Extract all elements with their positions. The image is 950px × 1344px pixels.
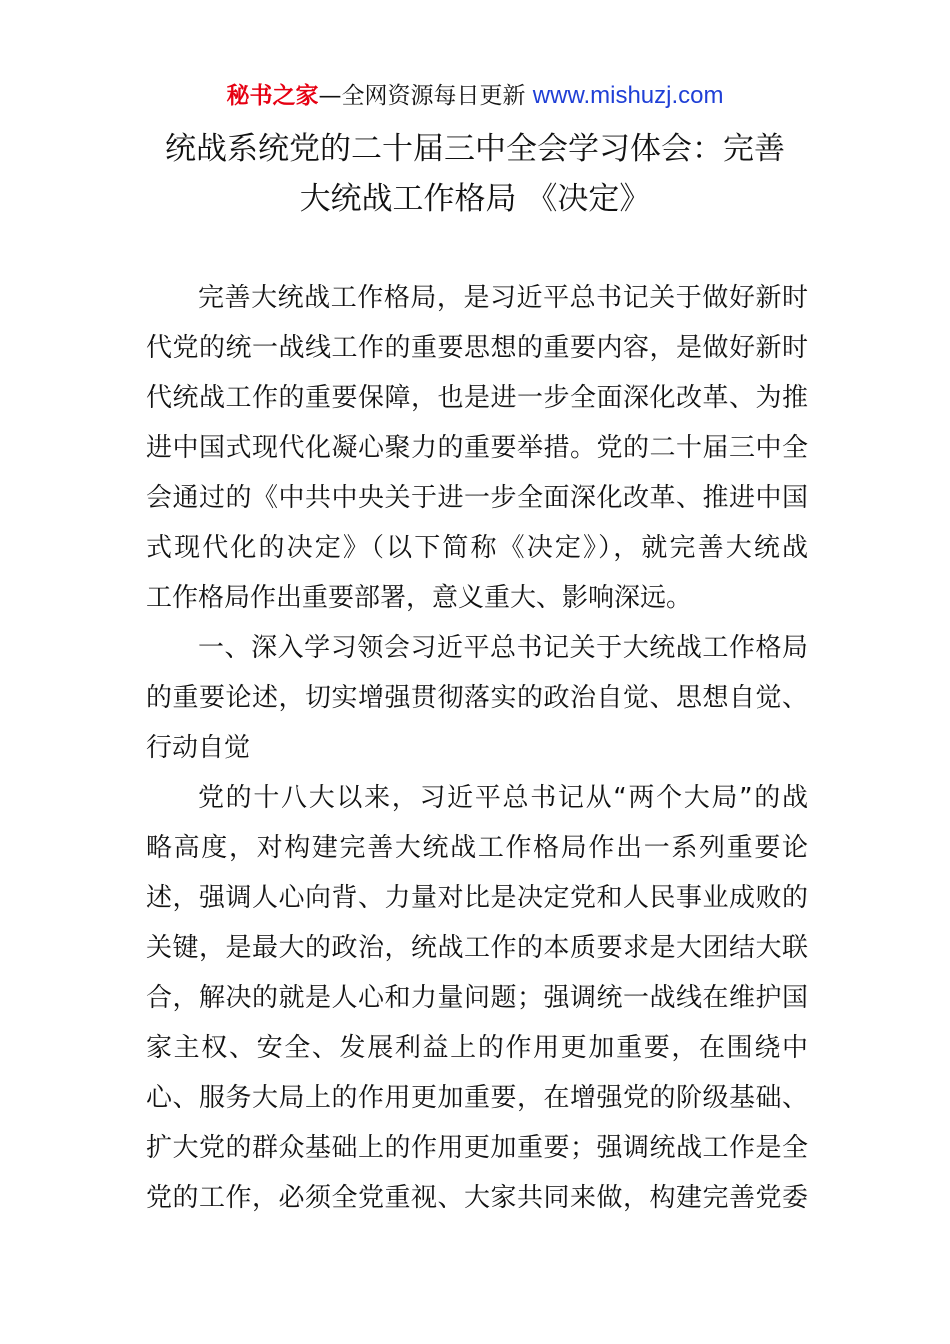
text-line: 略高度，对构建完善大统战工作格局作出一系列重要论 xyxy=(146,833,808,863)
text-line: 家主权、安全、发展利益上的作用更加重要，在围绕中 xyxy=(146,1033,808,1063)
text-line: 式现代化的决定》（以下简称《决定》），就完善大统战 xyxy=(146,533,808,563)
site-header xyxy=(0,80,950,112)
text-line: 工作格局作出重要部署，意义重大、影响深远。 xyxy=(146,583,693,613)
article-body xyxy=(146,273,808,1223)
text-line: 述，强调人心向背、力量对比是决定党和人民事业成败的 xyxy=(146,883,808,913)
text-line: 心、服务大局上的作用更加重要，在增强党的阶级基础、 xyxy=(146,1083,808,1113)
document-title xyxy=(120,124,830,224)
site-tagline: —全网资源每日更新 xyxy=(318,83,526,109)
text-line: 党的十八大以来，习近平总书记从“两个大局”的战 xyxy=(198,783,808,813)
title-line-2: 大统战工作格局 《决定》 xyxy=(299,181,651,217)
site-url-link[interactable]: www.mishuzj.com xyxy=(532,82,724,109)
section-heading-line: 的重要论述，切实增强贯彻落实的政治自觉、思想自觉、 xyxy=(146,683,808,713)
title-line-1: 统战系统党的二十届三中全会学习体会：完善 xyxy=(165,131,785,167)
text-line: 代统战工作的重要保障，也是进一步全面深化改革、为推 xyxy=(146,383,808,413)
text-line: 党的工作，必须全党重视、大家共同来做，构建完善党委 xyxy=(146,1183,808,1213)
text-line: 进中国式现代化凝心聚力的重要举措。党的二十届三中全 xyxy=(146,433,808,463)
section-heading-line: 一、深入学习领会习近平总书记关于大统战工作格局 xyxy=(198,633,808,663)
text-line: 完善大统战工作格局，是习近平总书记关于做好新时 xyxy=(198,283,808,313)
section-heading-line: 行动自觉 xyxy=(146,733,251,763)
text-line: 代党的统一战线工作的重要思想的重要内容，是做好新时 xyxy=(146,333,808,363)
text-line: 扩大党的群众基础上的作用更加重要；强调统战工作是全 xyxy=(146,1133,808,1163)
text-line: 会通过的《中共中央关于进一步全面深化改革、推进中国 xyxy=(146,483,808,513)
brand-name: 秘书之家 xyxy=(226,83,319,109)
text-line: 关键，是最大的政治，统战工作的本质要求是大团结大联 xyxy=(146,933,808,963)
text-line: 合，解决的就是人心和力量问题；强调统一战线在维护国 xyxy=(146,983,808,1013)
